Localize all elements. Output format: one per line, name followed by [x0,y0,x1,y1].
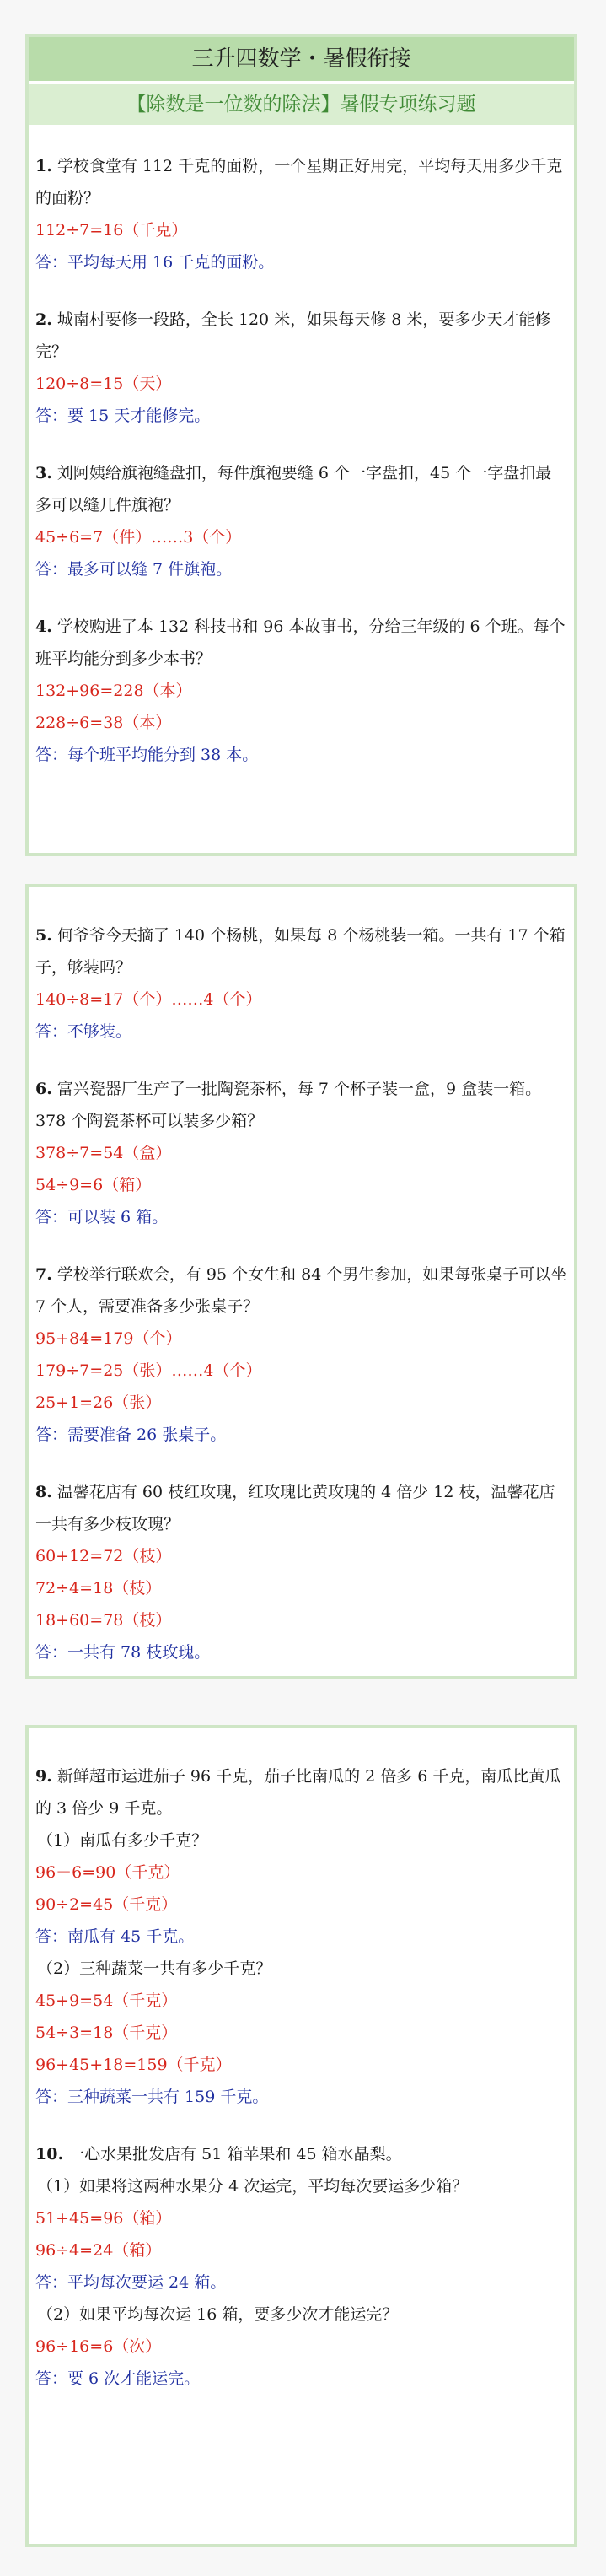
problem-question [35,2138,567,2170]
calculation-line: 132+96=228（本） [35,682,192,700]
calculation-line: 54÷3=18（千克） [35,2024,178,2042]
problem-text: 一心水果批发店有 51 箱苹果和 45 箱水晶梨。 [68,2145,402,2164]
problem-2 [35,1073,567,1233]
problem-question [35,1073,567,1137]
answer-line: 答：要 6 次才能运完。 [35,2369,201,2388]
worksheet-subtitle: 【除数是一位数的除法】暑假专项练习题 [29,84,574,125]
answer-line: 答：不够装。 [35,1022,132,1041]
problem-text: 何爷爷今天摘了 140 个杨桃，如果每 8 个杨桃装一箱。一共有 17 个箱子，够装吗？ [35,926,566,977]
problem-number: 3. [35,464,52,482]
problem-1 [35,150,567,278]
problem-1 [35,1760,567,2113]
calculation-line: 25+1=26（张） [35,1393,162,1412]
problem-text: 学校购进了本 132 科技书和 96 本故事书，分给三年级的 6 个班。每个班平均能分到多少本书？ [35,617,566,668]
problem-text: 学校食堂有 112 千克的面粉，一个星期正好用完，平均每天用多少千克的面粉？ [35,157,563,207]
problem-number: 1. [35,157,52,175]
answer-line: 答：需要准备 26 张桌子。 [35,1425,227,1444]
worksheet-card-1 [25,34,577,856]
problem-text: 富兴瓷器厂生产了一批陶瓷茶杯，每 7 个杯子装一盒，9 盒装一箱。378 个陶瓷茶杯可以装多少箱？ [35,1080,542,1130]
calculation-line: 179÷7=25（张）……4（个） [35,1361,262,1380]
calculation-line: 96÷4=24（箱） [35,2241,162,2260]
calculation-line: 120÷8=15（天） [35,375,172,393]
calculation-line: 378÷7=54（盒） [35,1144,172,1162]
problem-1 [35,919,567,1048]
problem-number: 4. [35,617,52,636]
problem-question [35,457,567,521]
problem-question [35,611,567,675]
problem-number: 8. [35,1483,52,1501]
calculation-line: 72÷4=18（枝） [35,1579,162,1598]
answer-line: 答：平均每次要运 24 箱。 [35,2273,227,2292]
calculation-line: 45+9=54（千克） [35,1991,178,2010]
problem-text: 温馨花店有 60 枝红玫瑰，红玫瑰比黄玫瑰的 4 倍少 12 枝，温馨花店一共有多少枝玫瑰？ [35,1483,555,1533]
problem-question [35,1760,567,1824]
problem-3 [35,1258,567,1451]
calculation-line: 45÷6=7（件）……3（个） [35,528,242,547]
calculation-line: 95+84=179（个） [35,1329,182,1348]
answer-line: 答：可以装 6 箱。 [35,1208,169,1226]
calculation-line: 60+12=72（枝） [35,1547,172,1566]
problem-3 [35,457,567,585]
answer-line: 答：要 15 天才能修完。 [35,407,211,425]
answer-line: 答：最多可以缝 7 件旗袍。 [35,560,233,579]
problem-question [35,1476,567,1540]
problem-question [35,1258,567,1323]
problem-list [29,150,574,771]
answer-line: 答：一共有 78 枝玫瑰。 [35,1643,211,1662]
problem-2 [35,2138,567,2395]
calculation-line: 96+45+18=159（千克） [35,2056,232,2074]
problem-number: 6. [35,1080,52,1098]
calculation-line: 90÷2=45（千克） [35,1895,178,1914]
sub-question: （1）如果将这两种水果分 4 次运完，平均每次要运多少箱？ [37,2177,469,2196]
sub-question: （2）三种蔬菜一共有多少千克？ [37,1959,272,1978]
calculation-line: 96÷16=6（次） [35,2337,162,2356]
calculation-line: 96－6=90（千克） [35,1863,180,1882]
calculation-line: 18+60=78（枝） [35,1611,172,1630]
worksheet-card-2 [25,884,577,1679]
calculation-line: 51+45=96（箱） [35,2209,172,2228]
answer-line: 答：南瓜有 45 千克。 [35,1927,195,1946]
sub-question: （2）如果平均每次运 16 箱，要多少次才能运完？ [37,2305,399,2324]
problem-text: 刘阿姨给旗袍缝盘扣，每件旗袍要缝 6 个一字盘扣，45 个一字盘扣最多可以缝几件旗袍？ [35,464,552,515]
calculation-line: 112÷7=16（千克） [35,221,188,240]
problem-text: 城南村要修一段路，全长 120 米，如果每天修 8 米，要多少天才能修完？ [35,310,551,361]
sub-question: （1）南瓜有多少千克？ [37,1831,208,1850]
answer-line: 答：三种蔬菜一共有 159 千克。 [35,2088,269,2106]
problem-4 [35,611,567,771]
worksheet-card-3 [25,1725,577,2547]
problem-question [35,304,567,368]
problem-2 [35,304,567,432]
problem-text: 新鲜超市运进茄子 96 千克，茄子比南瓜的 2 倍多 6 千克，南瓜比黄瓜的 3 倍少 9 千克。 [35,1767,561,1818]
problem-list [29,919,574,1668]
problem-question [35,919,567,984]
calculation-line: 228÷6=38（本） [35,714,172,732]
problem-list [29,1760,574,2395]
problem-4 [35,1476,567,1668]
worksheet-title: 三升四数学・暑假衔接 [29,37,574,81]
problem-question [35,150,567,214]
calculation-line: 140÷8=17（个）……4（个） [35,990,262,1009]
answer-line: 答：每个班平均能分到 38 本。 [35,746,259,764]
answer-line: 答：平均每天用 16 千克的面粉。 [35,253,275,272]
calculation-line: 54÷9=6（箱） [35,1176,152,1194]
problem-number: 9. [35,1767,52,1786]
problem-number: 2. [35,310,52,329]
problem-number: 7. [35,1265,52,1284]
problem-number: 5. [35,926,52,945]
problem-number: 10. [35,2145,64,2164]
problem-text: 学校举行联欢会，有 95 个女生和 84 个男生参加，如果每张桌子可以坐 7 个人，需要准备多少张桌子？ [35,1265,567,1316]
